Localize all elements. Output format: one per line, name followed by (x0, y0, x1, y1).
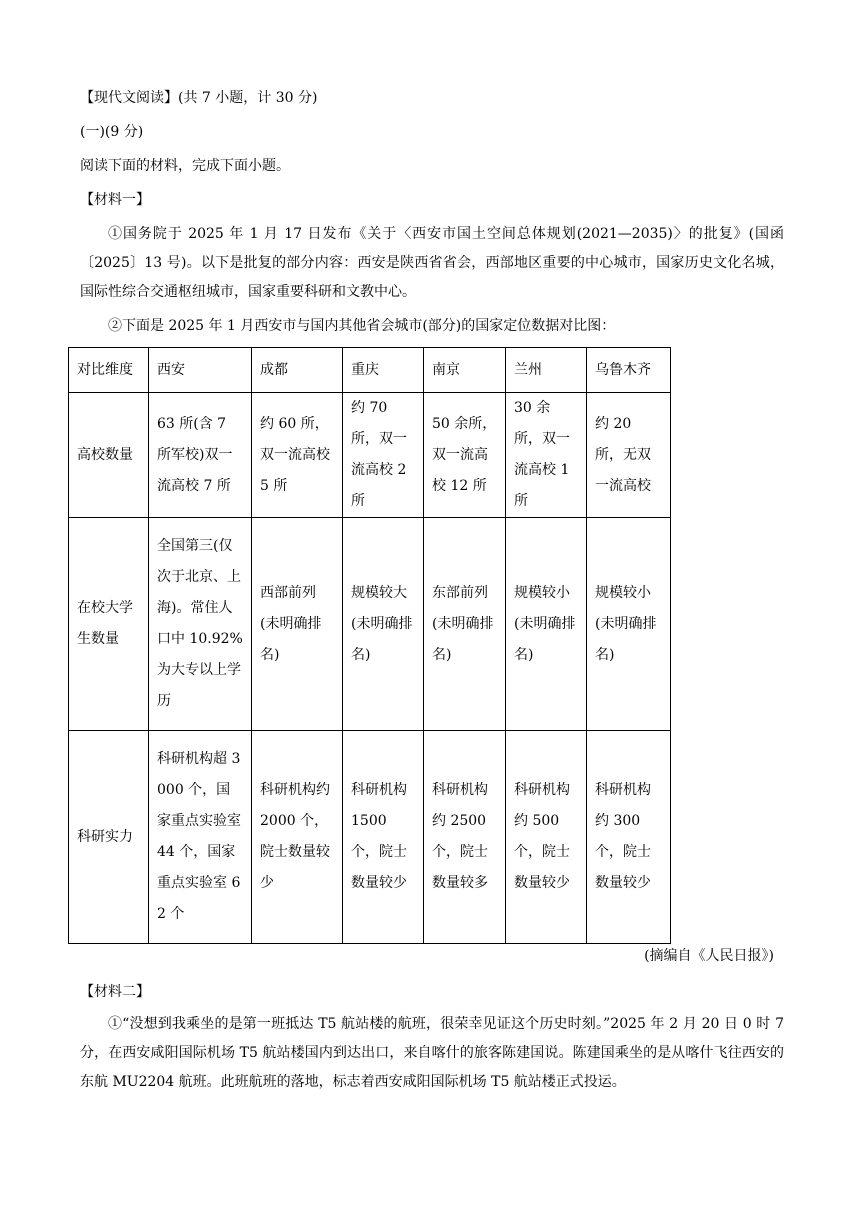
table-header-cell: 乌鲁木齐 (587, 348, 671, 393)
table-cell: 全国第三(仅次于北京、上海)。常住人口中 10.92%为大专以上学历 (149, 518, 252, 731)
material2-paragraph-1: ①“没想到我乘坐的是第一班抵达 T5 航站楼的航班，很荣幸见证这个历史时刻。”2025 年 2 月 20 日 0 时 7 分，在西安咸阳国际机场 T5 航站楼国内到达出口，来自喀什的旅客陈建国说。陈建国乘坐的是从喀什飞往西安的东航 MU2204 航班。此班航班的落地，标志着西安咸阳国际机场 T5 航站楼正式投运。 (80, 1016, 784, 1090)
table-header-cell: 成都 (252, 348, 343, 393)
table-header-cell: 西安 (149, 348, 252, 393)
table-cell: 在校大学生数量 (69, 518, 149, 731)
table-header-cell: 对比维度 (69, 348, 149, 393)
instruction-text: 阅读下面的材料，完成下面小题。 (80, 158, 290, 174)
table-header-row (69, 348, 671, 393)
table-cell: 科研机构约 2500 个，院士数量较多 (424, 731, 506, 944)
table-cell: 东部前列(未明确排名) (424, 518, 506, 731)
part-label: (一)(9 分) (80, 124, 144, 140)
table-cell: 约 20 所，无双一流高校 (587, 393, 671, 518)
table-cell: 规模较大(未明确排名) (343, 518, 424, 731)
table-cell: 科研机构约 2000 个，院士数量较少 (252, 731, 343, 944)
table-cell: 西部前列(未明确排名) (252, 518, 343, 731)
table-cell: 科研机构约 300 个，院士数量较少 (587, 731, 671, 944)
table-cell: 约 70 所，双一流高校 2 所 (343, 393, 424, 518)
table-header-cell: 重庆 (343, 348, 424, 393)
table-cell: 高校数量 (69, 393, 149, 518)
table-cell: 50 余所，双一流高校 12 所 (424, 393, 506, 518)
table-row (69, 393, 671, 518)
table-cell: 规模较小(未明确排名) (506, 518, 587, 731)
material1-heading: 【材料一】 (80, 192, 150, 208)
material2-heading: 【材料二】 (80, 984, 150, 1000)
table-cell: 约 60 所，双一流高校 5 所 (252, 393, 343, 518)
comparison-table (68, 347, 671, 944)
table-cell: 规模较小(未明确排名) (587, 518, 671, 731)
table-cell: 63 所(含 7 所军校)双一流高校 7 所 (149, 393, 252, 518)
table-cell: 科研机构超 3000 个，国家重点实验室 44 个，国家重点实验室 62 个 (149, 731, 252, 944)
material1-paragraph-1: ①国务院于 2025 年 1 月 17 日发布《关于〈西安市国土空间总体规划(2021—2035)〉的批复》(国函〔2025〕13 号)。以下是批复的部分内容：西安是陕西省省会，西部地区重要的中心城市，国家历史文化名城，国际性综合交通枢纽城市，国家重要科研和文教中心。 (80, 226, 784, 300)
table-cell: 30 余所，双一流高校 1 所 (506, 393, 587, 518)
table-cell: 科研实力 (69, 731, 149, 944)
table-header-cell: 南京 (424, 348, 506, 393)
source-note: (摘编自《人民日报》) (644, 948, 774, 964)
table-row (69, 731, 671, 944)
section-title: 【现代文阅读】(共 7 小题，计 30 分) (80, 90, 318, 106)
table-cell: 科研机构 1500 个，院士数量较少 (343, 731, 424, 944)
material1-paragraph-2: ②下面是 2025 年 1 月西安市与国内其他省会城市(部分)的国家定位数据对比图： (108, 318, 616, 334)
table-header-cell: 兰州 (506, 348, 587, 393)
table-cell: 科研机构约 500 个，院士数量较少 (506, 731, 587, 944)
table-row (69, 518, 671, 731)
